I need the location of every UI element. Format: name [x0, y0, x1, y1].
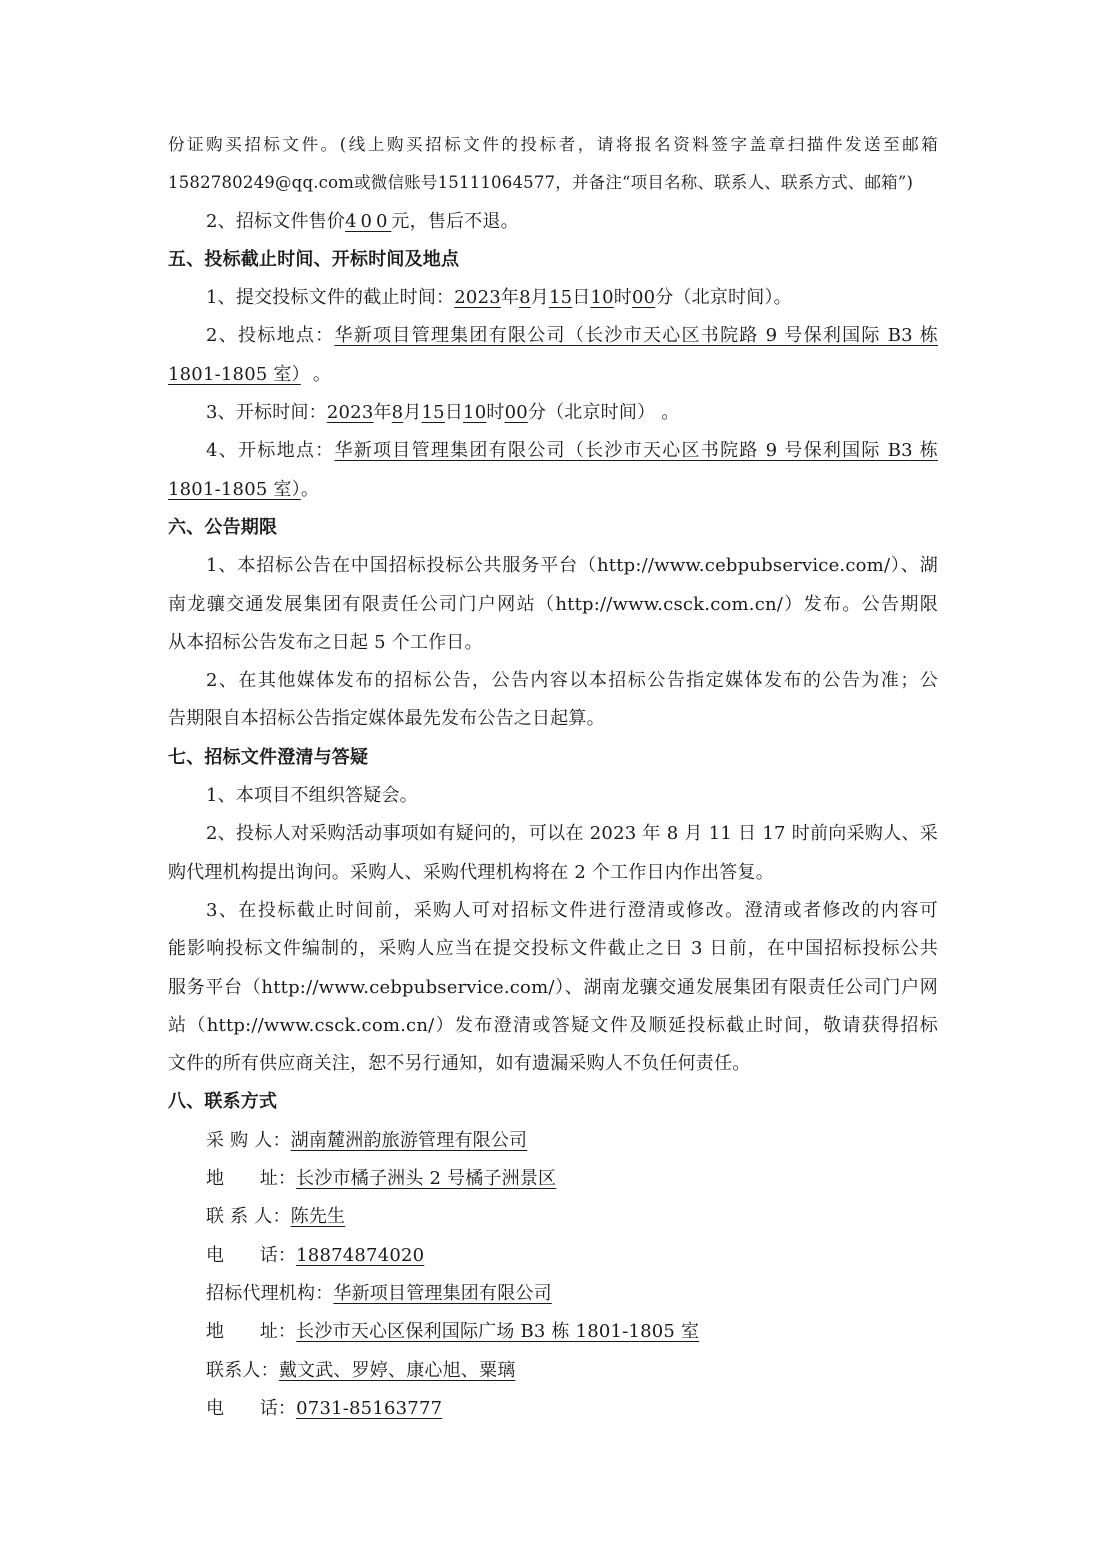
text-line: 站（http://www.csck.com.cn/）发布澄清或答疑文件及顺延投标截止时间，敬请获得招标: [168, 1014, 938, 1036]
agency-address-row: [168, 1313, 938, 1351]
buyer-address-value: 长沙市橘子洲头 2 号橘子洲景区: [296, 1168, 557, 1190]
bid-location-line-2: [168, 356, 938, 394]
label: 4、开标地点：: [206, 440, 335, 462]
buyer-address-label: 地 址：: [206, 1168, 297, 1190]
agency-label: 招标代理机构：: [206, 1282, 334, 1304]
section-heading: 六、公告期限: [168, 516, 278, 538]
text-line: 2、在其他媒体发布的招标公告，公告内容以本招标公告指定媒体发布的公告为准；公: [206, 670, 938, 692]
buyer-row: [168, 1122, 938, 1160]
text: 时: [486, 402, 505, 424]
text: 。: [312, 363, 332, 385]
deadline-hour: 10: [590, 287, 614, 309]
document-page: [168, 126, 938, 1428]
text-line: 文件的所有供应商关注，恕不另行通知，如有遗漏采购人不负任何责任。: [168, 1053, 751, 1075]
text-line: 1、本招标公告在中国招标投标公共服务平台（http://www.cebpubservice.com/）、湖: [206, 555, 938, 577]
buyer-phone-row: [168, 1237, 938, 1275]
label: 1、提交投标文件的截止时间：: [206, 287, 455, 309]
text-line: 1、本项目不组织答疑会。: [206, 785, 418, 807]
agency-phone-value: 0731-85163777: [296, 1397, 443, 1419]
text-line: 购代理机构提出询问。采购人、采购代理机构将在 2 个工作日内作出答复。: [168, 861, 774, 883]
buyer-label: 采 购 人：: [206, 1129, 291, 1151]
buyer-address-row: [168, 1160, 938, 1198]
text-line: 告期限自本招标公告指定媒体最先发布公告之日起算。: [168, 708, 605, 730]
text: 月: [530, 287, 549, 309]
agency-contact-row: [168, 1352, 938, 1390]
buyer-phone-value: 18874874020: [296, 1244, 425, 1266]
opening-location-value: 华新项目管理集团有限公司（长沙市天心区书院路 9 号保利国际 B3 栋: [334, 440, 939, 462]
buyer-value: 湖南麓洲韵旅游管理有限公司: [290, 1129, 528, 1151]
opening-month: 8: [391, 402, 404, 424]
agency-address-value: 长沙市天心区保利国际广场 B3 栋 1801-1805 室: [296, 1321, 700, 1343]
agency-phone-label: 电 话：: [206, 1397, 297, 1419]
text-line: 2、投标人对采购活动事项如有疑问的，可以在 2023 年 8 月 11 日 17 时前向采购人、采: [206, 823, 938, 845]
text-line: 服务平台（http://www.cebpubservice.com/）、湖南龙骧交通发展集团有限责任公司门户网: [168, 976, 938, 998]
text-line: 从本招标公告发布之日起 5 个工作日。: [168, 631, 483, 653]
text: 。: [300, 478, 320, 500]
bid-location-value: 1801-1805 室）: [168, 363, 301, 385]
opening-hour: 10: [463, 402, 487, 424]
price-line: [168, 203, 938, 241]
buyer-phone-label: 电 话：: [206, 1244, 297, 1266]
text: 月: [403, 402, 422, 424]
buyer-contact-label: 联 系 人：: [206, 1206, 291, 1228]
text-line: 南龙骧交通发展集团有限责任公司门户网站（http://www.csck.com.cn/）发布。公告期限: [168, 593, 938, 615]
text-line: 能影响投标文件编制的，采购人应当在提交投标文件截止之日 3 日前，在中国招标投标公共: [168, 938, 938, 960]
agency-value: 华新项目管理集团有限公司: [333, 1282, 552, 1304]
text: 日: [572, 287, 591, 309]
text: 分（北京时间） 。: [527, 402, 680, 424]
opening-day: 15: [421, 402, 445, 424]
text-line: 3、在投标截止时间前，采购人可对招标文件进行澄清或修改。澄清或者修改的内容可: [206, 899, 938, 921]
opening-location-line: [168, 432, 938, 470]
text: 年: [373, 402, 392, 424]
deadline-day: 15: [548, 287, 573, 309]
text-line: 1582780249@qq.com或微信账号15111064577，并备注“项目名称、联系人、联系方式、邮箱”): [168, 173, 914, 193]
buyer-contact-value: 陈先生: [290, 1206, 346, 1228]
opening-location-value: 1801-1805 室）: [168, 478, 301, 500]
agency-contact-label: 联系人：: [206, 1359, 279, 1381]
bid-location-line: [168, 317, 938, 355]
label: 3、开标时间：: [206, 402, 327, 424]
text: 2、招标文件售价: [206, 210, 346, 232]
section-heading: 五、投标截止时间、开标时间及地点: [168, 248, 460, 270]
agency-contact-value: 戴文武、罗婷、康心旭、粟璃: [278, 1359, 516, 1381]
agency-phone-row: [168, 1390, 938, 1428]
text: 年: [500, 287, 520, 309]
deadline-minute: 00: [631, 287, 656, 309]
price-value: 400: [345, 210, 392, 232]
section-heading: 七、招标文件澄清与答疑: [168, 746, 369, 768]
deadline-line: [168, 279, 938, 317]
deadline-year: 2023: [454, 287, 501, 309]
bid-location-value: 华新项目管理集团有限公司（长沙市天心区书院路 9 号保利国际 B3 栋: [334, 325, 939, 347]
deadline-month: 8: [519, 287, 531, 309]
text-line: 份证购买招标文件。(线上购买招标文件的投标者，请将报名资料签字盖章扫描件发送至邮箱: [168, 135, 938, 154]
text: 元，售后不退。: [391, 210, 519, 232]
agency-row: [168, 1275, 938, 1313]
opening-year: 2023: [326, 402, 374, 424]
section-heading: 八、联系方式: [168, 1091, 278, 1113]
label: 2、投标地点：: [206, 325, 335, 347]
opening-location-line-2: [168, 471, 938, 509]
buyer-contact-row: [168, 1198, 938, 1236]
agency-address-label: 地 址：: [206, 1321, 297, 1343]
opening-minute: 00: [504, 402, 528, 424]
text: 日: [444, 402, 464, 424]
text: 时: [613, 287, 632, 309]
text: 分（北京时间）。: [655, 287, 792, 309]
opening-time-line: [168, 394, 938, 432]
